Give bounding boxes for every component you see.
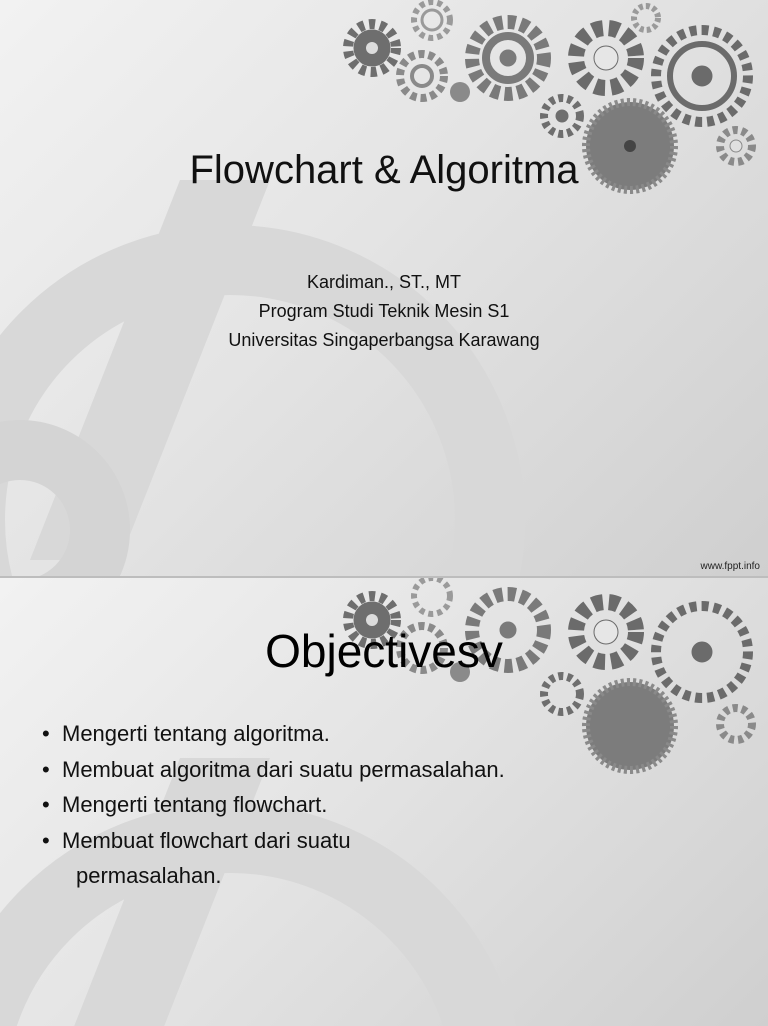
bullet-icon: • [42,827,50,853]
list-item: • Membuat algoritma dari suatu permasalahan. [42,752,505,788]
gear-icon [348,24,396,72]
gear-icon [544,98,580,134]
list-item: • Mengerti tentang flowchart. [42,787,505,823]
footer-url: www.fppt.info [700,561,760,572]
gear-icon [720,708,752,740]
gear-icon [450,82,470,102]
gear-icon [656,30,748,122]
bullet-icon: • [42,756,50,782]
list-item: • Membuat flowchart dari suatu [42,823,505,859]
gear-icon [576,28,636,88]
objectives-list [42,716,505,894]
objectives-slide [0,576,768,1026]
university-name: Universitas Singaperbangsa Karawang [228,330,540,350]
slide-title: Flowchart & Algoritma [189,148,579,192]
gear-icon [586,682,674,770]
gear-icon [400,54,444,98]
bullet-icon: • [42,721,50,746]
gear-icon [414,2,450,38]
gear-icon [472,22,544,94]
gear-icon [634,6,658,30]
list-item: • Mengerti tentang algoritma. [42,716,505,752]
gear-icon [414,578,450,614]
list-item-continuation: permasalahan. [76,863,222,888]
program-name: Program Studi Teknik Mesin S1 [258,301,510,321]
subtitle-block [0,268,768,355]
bullet-icon: • [42,792,50,817]
author-name: Kardiman., ST., MT [306,272,462,292]
slide-title: Objectivesv [265,625,503,677]
gear-icon [544,676,580,712]
